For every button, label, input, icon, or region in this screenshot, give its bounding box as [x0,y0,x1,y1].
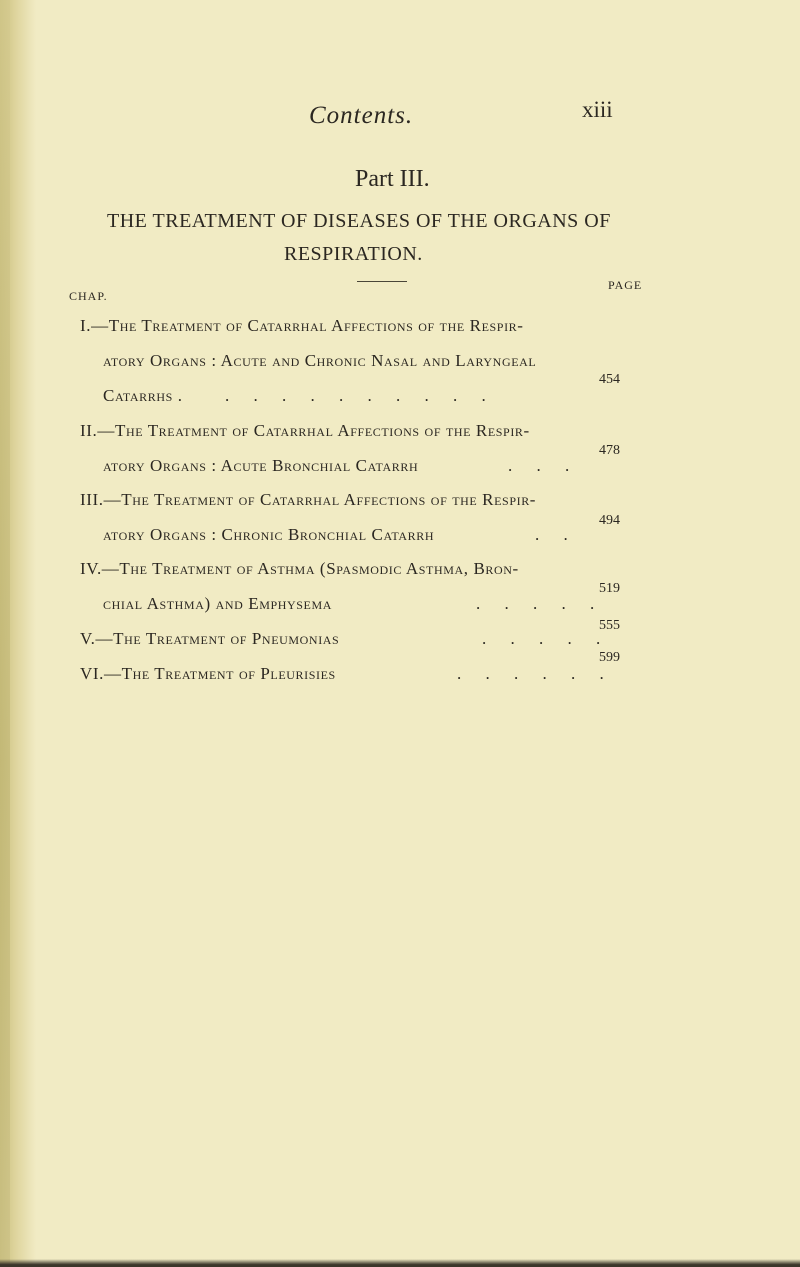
toc-entry-1-line-1: I.—The Treatment of Catarrhal Affections of the Respir- [80,316,524,335]
page-spine-edge [0,0,10,1267]
toc-entry-5-page: 555 [599,618,620,633]
toc-entry-3-page: 494 [599,513,620,528]
toc-entry-3-line-1: III.—The Treatment of Catarrhal Affections of the Respir- [80,490,537,509]
toc-entry-1-line-2: atory Organs : Acute and Chronic Nasal and Laryngeal [103,351,537,370]
toc-entry-2-line-2: atory Organs : Acute Bronchial Catarrh [103,456,419,475]
dot-leader: . . [535,525,578,544]
dot-leader: . . . . . [476,594,605,613]
toc-entry-5-line-1: V.—The Treatment of Pneumonias [80,629,340,648]
divider-rule [357,281,407,282]
chap-column-header: CHAP. [69,289,108,303]
part-title: Part III. [355,166,430,192]
toc-entry-3-line-2: atory Organs : Chronic Bronchial Catarrh [103,525,435,544]
part-heading-line-2: RESPIRATION. [284,243,423,265]
dot-leader: . . . . . . . . . . [225,386,496,405]
dot-leader: . . . [508,456,580,475]
toc-entry-4-line-1: IV.—The Treatment of Asthma (Spasmodic Asthma, Bron- [80,559,519,578]
toc-entry-6-page: 599 [599,650,620,665]
toc-entry-1-page: 454 [599,372,620,387]
toc-entry-4-page: 519 [599,581,620,596]
toc-entry-2-page: 478 [599,443,620,458]
toc-entry-2-line-1: II.—The Treatment of Catarrhal Affections of the Respir- [80,421,530,440]
dot-leader: . . . . . [482,629,611,648]
page-column-header: PAGE [608,278,643,292]
toc-entry-6-line-1: VI.—The Treatment of Pleurisies [80,664,336,683]
page-number: xiii [582,97,613,122]
toc-entry-4-line-2: chial Asthma) and Emphysema [103,594,333,613]
part-heading-line-1: THE TREATMENT OF DISEASES OF THE ORGANS OF [107,210,611,232]
dot-leader: . . . . . . [457,664,614,683]
page-bottom-edge [0,1259,800,1267]
running-title: Contents. [309,102,414,129]
toc-entry-1-line-3: Catarrhs . [103,386,183,405]
